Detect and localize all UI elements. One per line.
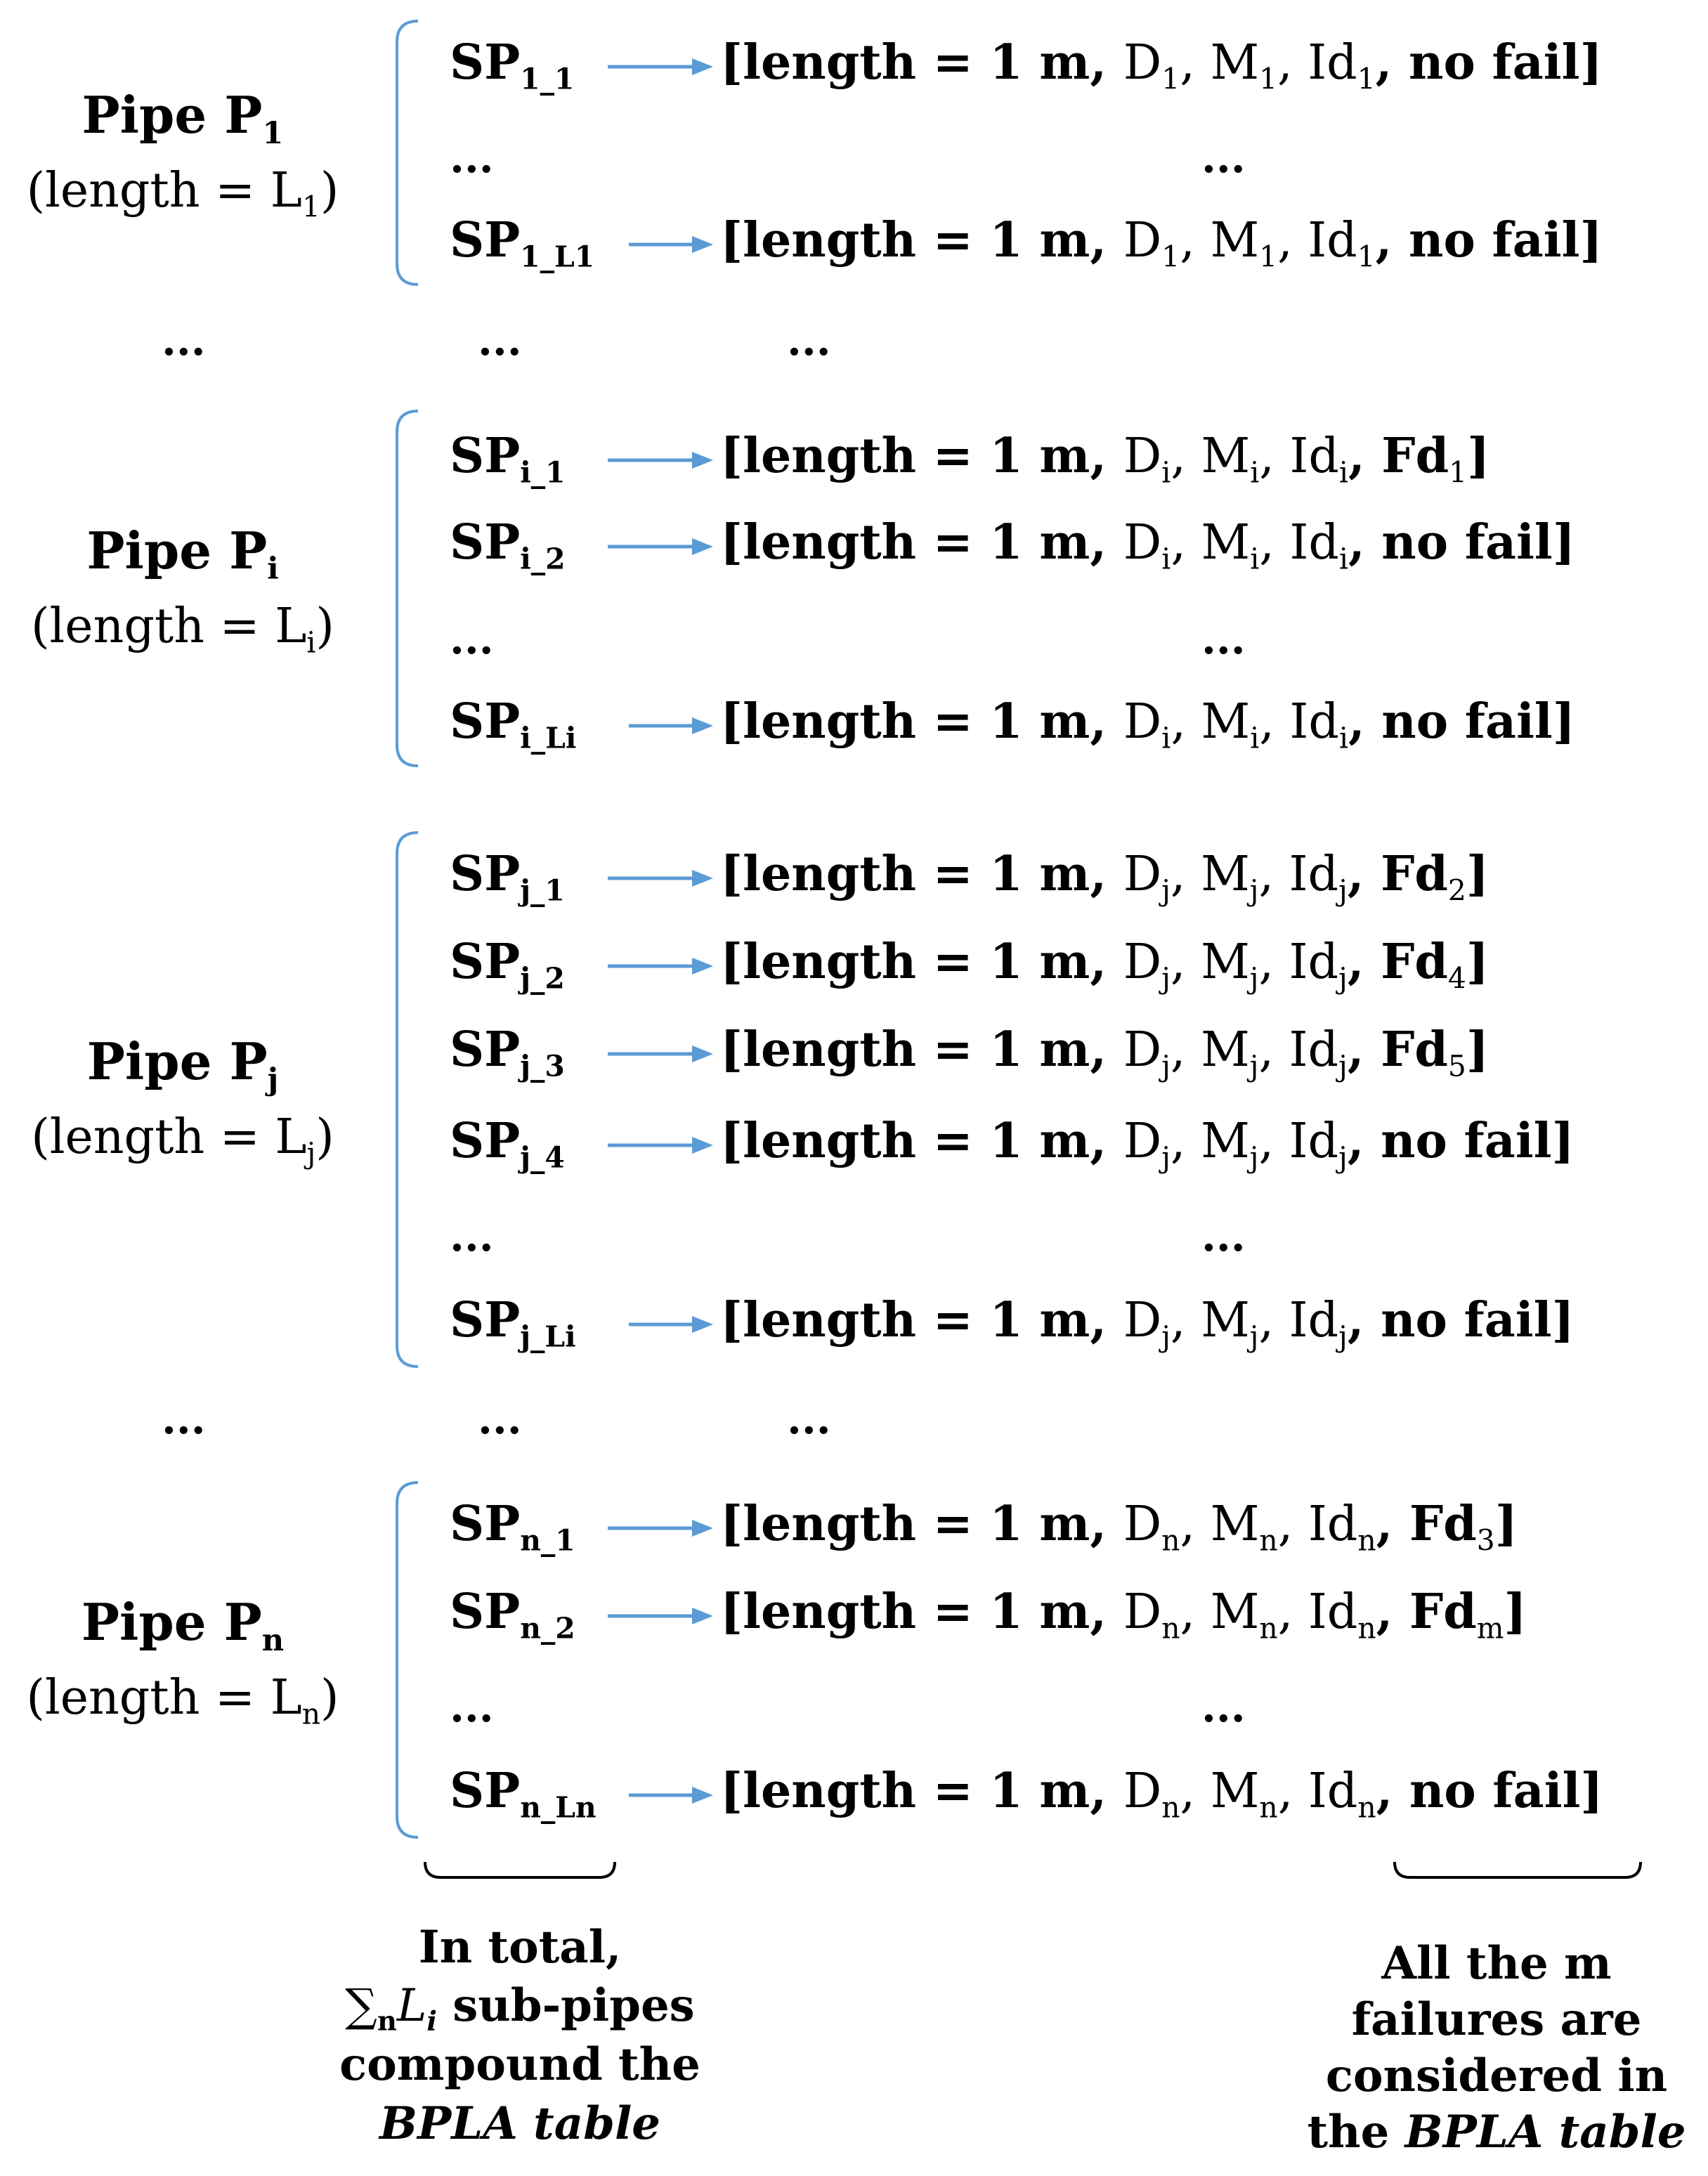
separator: , [1347,846,1381,902]
subpipe-name: SP [450,1584,521,1640]
attr-install-date-sub: j [1338,961,1348,996]
attr-diameter: D [1123,1497,1162,1552]
note-subpipes-total [281,1918,759,2153]
length-text: (length = L [26,1669,302,1726]
group-ellipsis: ... [787,1395,831,1444]
subpipe-name: SP [450,1022,521,1078]
attr-diameter: D [1123,213,1162,268]
attr-close: ] [1466,846,1489,902]
subpipe-name: SP [450,212,521,268]
separator: , [1277,35,1308,91]
note-failures-considered [1300,1936,1693,2161]
attr-length: [length = 1 m, [720,1022,1123,1078]
separator: , [1258,1022,1289,1078]
separator: , [1170,847,1201,902]
separator: , [1180,35,1211,91]
subpipe-label [450,693,577,755]
group-ellipsis: ... [162,316,206,365]
length-sub: i [306,625,316,659]
attr-install-date-sub: i [1338,721,1348,755]
subpipe-attributes [720,1022,1489,1083]
separator: , [1170,934,1201,990]
arrow-head [692,958,713,975]
attr-material: M [1201,515,1251,571]
pipe-title [0,1031,365,1098]
attr-length: [length = 1 m, [720,1584,1123,1640]
row-ellipsis: ... [450,133,494,183]
row-ellipsis: ... [1201,1683,1246,1732]
attr-close: ] [1579,212,1603,268]
separator: , [1375,212,1409,268]
subpipe-index: j_2 [520,961,565,996]
attr-diameter: D [1123,1293,1162,1348]
attr-failure: Fd [1381,846,1448,902]
attr-close: ] [1551,1292,1575,1348]
subpipe-label [450,1113,565,1175]
attr-diameter: D [1123,35,1162,91]
length-text: (length = L [31,598,307,654]
attr-install-date: Id [1289,1114,1339,1169]
separator: , [1376,1584,1409,1640]
pipe-bracket [397,21,418,285]
attr-material: M [1201,694,1251,750]
separator: , [1170,1293,1201,1348]
subpipe-label [450,846,565,908]
subpipe-attributes [720,514,1575,576]
subpipe-index: j_4 [520,1140,565,1175]
separator: , [1277,1584,1308,1640]
pipe-title-text: Pipe P [86,520,268,580]
attr-length: [length = 1 m, [720,34,1123,91]
subpipe-attributes [720,428,1490,490]
pipe-length-label [0,1109,365,1171]
subpipe-name: SP [450,1113,521,1169]
attr-diameter-sub: j [1161,1320,1171,1354]
note-text: the [1307,2106,1405,2158]
arrow-head [692,236,713,253]
pipe-title-sub: 1 [262,115,284,151]
attr-material-sub: n [1259,1611,1278,1646]
subpipe-label [450,428,566,490]
attr-diameter-sub: 1 [1161,62,1180,96]
sum-symbol: ∑ [345,1980,377,2033]
attr-install-date: Id [1289,1293,1339,1348]
pipe-length-label [0,1669,365,1731]
attr-failure: no fail [1409,1763,1581,1819]
separator: , [1347,1292,1381,1348]
arrow-head [692,1520,713,1537]
separator: , [1259,429,1290,484]
attr-diameter-sub: j [1161,873,1171,908]
attr-material: M [1210,35,1260,91]
length-close: ) [320,1669,339,1726]
subpipe-name: SP [450,1763,521,1819]
note-line: compound the [339,2038,700,2092]
pipe-title-text: Pipe P [82,84,263,145]
attr-install-date: Id [1308,1584,1358,1640]
attr-material-sub: i [1250,542,1260,576]
row-ellipsis: ... [1201,1212,1246,1261]
separator: , [1180,1497,1211,1552]
subpipe-attributes [720,1292,1575,1354]
sum-variable: L [396,1980,427,2033]
attr-length: [length = 1 m, [720,514,1123,571]
attr-failure-sub: 3 [1476,1523,1495,1558]
attr-material: M [1201,1114,1250,1169]
pipe-title-text: Pipe P [81,1591,262,1652]
subpipe-index: n_2 [520,1611,575,1646]
attr-install-date: Id [1289,429,1339,484]
attr-install-date: Id [1308,213,1357,268]
attr-failure: Fd [1381,1022,1448,1078]
attr-length: [length = 1 m, [720,1496,1123,1552]
separator: , [1277,213,1308,268]
subpipe-index: i_1 [520,455,566,490]
length-text: (length = L [31,1109,307,1165]
attr-install-date-sub: j [1338,873,1348,908]
attr-material: M [1201,1022,1250,1078]
note-line: BPLA table [379,2097,660,2150]
separator: , [1348,693,1382,750]
separator: , [1170,1022,1201,1078]
attr-failure: no fail [1381,693,1553,750]
attr-diameter: D [1123,694,1162,750]
pipe-bracket [397,1483,418,1837]
pipe-length-label [0,162,365,223]
separator: , [1347,1022,1381,1078]
subpipe-attributes [720,934,1489,996]
subpipe-name: SP [450,1292,521,1348]
attr-install-date-sub: 1 [1357,240,1376,274]
attr-material-sub: j [1249,873,1259,908]
subpipe-attributes [720,1763,1603,1825]
separator: , [1180,1584,1211,1640]
attr-diameter: D [1123,515,1162,571]
separator: , [1347,1113,1381,1169]
subpipe-index: i_2 [520,542,566,576]
attr-close: ] [1552,514,1575,571]
subpipe-index: n_1 [520,1523,575,1558]
attr-material-sub: j [1249,961,1259,996]
pipe-title-sub: n [261,1622,285,1658]
attr-material-sub: i [1250,721,1260,755]
group-ellipsis: ... [478,1395,522,1444]
summary-brace [425,1862,615,1877]
subpipe-name: SP [450,1496,521,1552]
attr-install-date-sub: i [1338,455,1348,490]
separator: , [1171,429,1201,484]
row-ellipsis: ... [450,615,494,664]
attr-close: ] [1504,1584,1527,1640]
arrow-head [692,717,713,734]
attr-material-sub: j [1249,1140,1259,1175]
attr-install-date-sub: n [1357,1611,1376,1646]
subpipe-index: j_3 [520,1049,565,1083]
attr-diameter: D [1123,429,1162,484]
attr-failure: no fail [1381,1292,1552,1348]
attr-failure: Fd [1409,1584,1477,1640]
row-ellipsis: ... [1201,615,1246,664]
length-text: (length = L [26,162,302,219]
arrow-head [692,58,713,75]
separator: , [1258,1114,1289,1169]
length-sub: 1 [301,189,320,223]
pipe-title-sub: i [267,550,279,587]
subpipe-attributes [720,846,1489,908]
attr-install-date-sub: i [1338,542,1348,576]
attr-failure: no fail [1381,514,1553,571]
separator: , [1171,694,1201,750]
subpipe-attributes [720,693,1575,755]
attr-diameter-sub: j [1161,1049,1171,1083]
row-ellipsis: ... [450,1212,494,1261]
attr-failure: no fail [1381,1113,1552,1169]
note-line: All the m [1381,1937,1612,1990]
attr-close: ] [1494,1496,1518,1552]
separator: , [1348,428,1382,484]
attr-close: ] [1466,1022,1489,1078]
attr-material: M [1201,429,1251,484]
subpipe-attributes [720,34,1603,96]
attr-close: ] [1551,1113,1575,1169]
pipe-bracket [397,411,418,766]
subpipe-label [450,34,575,96]
attr-diameter: D [1123,1022,1162,1078]
arrow-head [692,1316,713,1333]
note-line: failures are [1351,1993,1642,2046]
arrow-head [692,452,713,469]
subpipe-index: j_Li [520,1320,576,1354]
attr-install-date: Id [1308,35,1357,91]
separator: , [1376,1496,1409,1552]
subpipe-attributes [720,1584,1527,1646]
attr-diameter-sub: n [1161,1611,1180,1646]
attr-install-date: Id [1289,1022,1339,1078]
attr-length: [length = 1 m, [720,693,1123,750]
note-line [281,1976,759,2038]
attr-material: M [1201,847,1250,902]
subpipe-index: j_1 [520,873,565,908]
attr-failure-sub: 1 [1449,455,1468,490]
attr-length: [length = 1 m, [720,846,1123,902]
subpipe-label [450,1496,575,1558]
separator: , [1259,515,1290,571]
attr-diameter: D [1123,934,1162,990]
pipe-length-label [0,598,365,659]
separator: , [1347,934,1381,990]
attr-diameter-sub: i [1161,542,1171,576]
subpipe-label [450,514,566,576]
subpipe-index: 1_1 [520,62,575,96]
length-close: ) [315,598,334,654]
attr-close: ] [1552,693,1575,750]
attr-length: [length = 1 m, [720,1763,1123,1819]
attr-material: M [1201,934,1250,990]
attr-install-date-sub: j [1338,1049,1348,1083]
length-sub: j [306,1136,316,1171]
length-close: ) [320,162,339,219]
separator: , [1180,213,1211,268]
separator: , [1258,1293,1289,1348]
separator: , [1170,1114,1201,1169]
attr-length: [length = 1 m, [720,934,1123,990]
attr-failure: Fd [1381,934,1448,990]
attr-material: M [1210,1584,1260,1640]
separator: , [1277,1497,1308,1552]
attr-diameter-sub: j [1161,961,1171,996]
attr-install-date: Id [1289,847,1339,902]
attr-diameter: D [1123,1764,1162,1819]
attr-install-date: Id [1289,694,1339,750]
attr-diameter: D [1123,1114,1162,1169]
attr-failure-sub: 4 [1447,961,1466,996]
attr-diameter-sub: 1 [1161,240,1180,274]
sum-variable-sub: i [426,2005,437,2038]
attr-material: M [1210,1764,1260,1819]
attr-install-date-sub: n [1357,1523,1376,1558]
arrow-head [692,1045,713,1062]
attr-failure: no fail [1409,212,1580,268]
subpipe-attributes [720,1496,1518,1558]
pipe-title-text: Pipe P [86,1031,268,1091]
subpipe-name: SP [450,934,521,990]
attr-material-sub: n [1259,1790,1278,1825]
separator: , [1376,1763,1409,1819]
note-line [1300,2104,1693,2161]
attr-install-date-sub: j [1338,1320,1348,1354]
attr-close: ] [1467,428,1490,484]
attr-install-date: Id [1308,1497,1358,1552]
attr-length: [length = 1 m, [720,428,1123,484]
arrow-head [692,1137,713,1154]
attr-failure: no fail [1409,34,1580,91]
attr-install-date-sub: n [1357,1790,1376,1825]
subpipe-label [450,1584,575,1646]
subpipe-label [450,1022,565,1083]
length-close: ) [315,1109,334,1165]
attr-material-sub: 1 [1259,62,1278,96]
attr-install-date: Id [1308,1764,1358,1819]
subpipe-index: n_Ln [520,1790,597,1825]
note-line: considered in [1325,2050,1668,2102]
arrow-head [692,870,713,887]
attr-diameter: D [1123,847,1162,902]
attr-install-date: Id [1289,934,1339,990]
subpipe-index: 1_L1 [520,240,595,274]
pipe-title-sub: j [267,1062,279,1098]
attr-material: M [1210,213,1260,268]
separator: , [1259,694,1290,750]
attr-failure: Fd [1409,1496,1477,1552]
attr-material-sub: j [1249,1049,1259,1083]
arrow-head [692,1608,713,1624]
note-line: In total, [418,1921,622,1974]
subpipe-attributes [720,1113,1575,1175]
separator: , [1171,515,1201,571]
separator: , [1375,34,1409,91]
attr-diameter: D [1123,1584,1162,1640]
note-emphasis: BPLA table [1404,2106,1686,2158]
row-ellipsis: ... [1201,133,1246,183]
subpipe-label [450,212,595,274]
attr-material-sub: 1 [1259,240,1278,274]
attr-failure-sub: 2 [1447,873,1466,908]
subpipe-attributes [720,212,1603,274]
attr-material: M [1201,1293,1250,1348]
separator: , [1277,1764,1308,1819]
attr-length: [length = 1 m, [720,1113,1123,1169]
note-text: sub-pipes [436,1979,695,2033]
subpipe-name: SP [450,693,521,750]
subpipe-name: SP [450,514,521,571]
group-ellipsis: ... [787,316,831,365]
attr-material-sub: i [1250,455,1260,490]
attr-close: ] [1580,1763,1603,1819]
subpipe-name: SP [450,846,521,902]
separator: , [1258,847,1289,902]
separator: , [1258,934,1289,990]
subpipe-name: SP [450,34,521,91]
attr-length: [length = 1 m, [720,1292,1123,1348]
separator: , [1348,514,1382,571]
sum-index: n [377,2005,397,2038]
row-ellipsis: ... [450,1683,494,1732]
subpipe-index: i_Li [520,721,577,755]
attr-install-date-sub: j [1338,1140,1348,1175]
attr-diameter-sub: i [1161,455,1171,490]
attr-close: ] [1466,934,1489,990]
subpipe-name: SP [450,428,521,484]
pipe-title [0,84,365,151]
attr-failure-sub: m [1476,1611,1504,1646]
group-ellipsis: ... [478,316,522,365]
attr-length: [length = 1 m, [720,212,1123,268]
attr-material-sub: j [1249,1320,1259,1354]
subpipe-label [450,1763,597,1825]
group-ellipsis: ... [162,1395,206,1444]
attr-failure-sub: 5 [1447,1049,1466,1083]
subpipe-label [450,934,565,996]
attr-close: ] [1579,34,1603,91]
subpipe-label [450,1292,576,1354]
pipe-title [0,520,365,587]
attr-install-date: Id [1289,515,1339,571]
length-sub: n [301,1696,321,1731]
pipe-title [0,1591,365,1658]
separator: , [1180,1764,1211,1819]
arrow-head [692,1787,713,1804]
attr-diameter-sub: n [1161,1523,1180,1558]
attr-install-date-sub: 1 [1357,62,1376,96]
attr-material: M [1210,1497,1260,1552]
attr-diameter-sub: i [1161,721,1171,755]
attr-material-sub: n [1259,1523,1278,1558]
summary-brace [1395,1862,1641,1877]
pipe-bracket [397,833,418,1367]
attr-diameter-sub: j [1161,1140,1171,1175]
arrow-head [692,538,713,555]
attr-diameter-sub: n [1161,1790,1180,1825]
attr-failure: Fd [1381,428,1449,484]
